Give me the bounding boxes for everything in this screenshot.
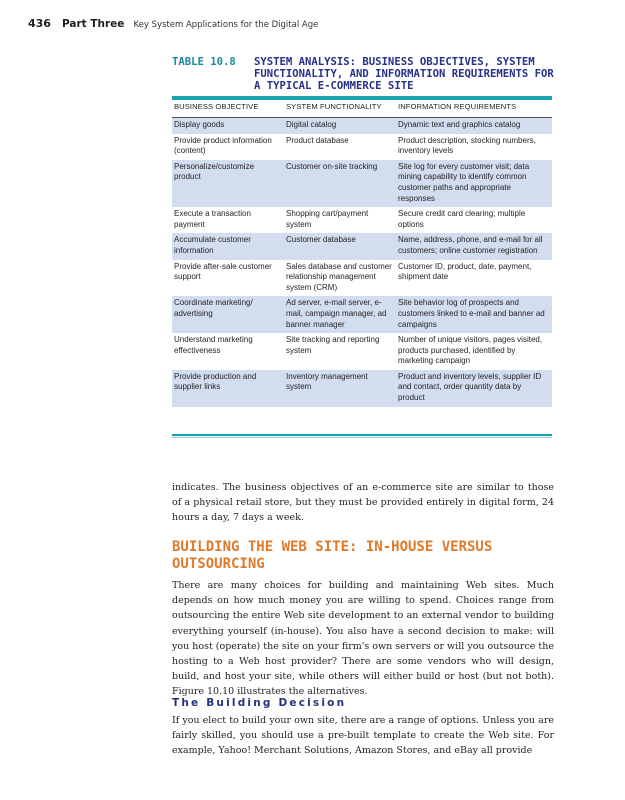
cell-requirements: Customer ID, product, date, payment, shipment date — [398, 261, 532, 282]
table-row — [172, 296, 552, 333]
table-bottom-rule-secondary — [172, 437, 552, 438]
cell-functionality: Site tracking and reporting system — [286, 335, 380, 355]
column-header-requirements: INFORMATION REQUIREMENTS — [396, 101, 552, 118]
body-paragraph: indicates. The business objectives of an e-commerce site are similar to those of a physical retail store, but they must be provided entirely in digital form, 24 hours a day, 7 days a week. — [172, 482, 554, 524]
table-bottom-rule — [172, 434, 552, 436]
running-head — [28, 17, 318, 30]
cell-requirements: Number of unique visitors, pages visited, products purchased, identified by marketing campaign — [398, 335, 543, 366]
table-row — [172, 160, 552, 207]
cell-functionality: Inventory management system — [284, 370, 396, 407]
cell-objective: Provide after-sale customer support — [174, 261, 272, 282]
table-header-row — [172, 101, 552, 118]
cell-requirements: Dynamic text and graphics catalog — [396, 118, 552, 134]
section-heading: BUILDING THE WEB SITE: IN-HOUSE VERSUS OUTSOURCING — [172, 539, 493, 572]
cell-functionality: Shopping cart/payment system — [286, 209, 369, 229]
body-paragraph: If you elect to build your own site, there are a range of options. Unless you are fairly skilled, you should use a pre-built template to create the Web site. For example, Yahoo! Merchant Solutions, Amazon Stores, and eBay all provide — [172, 715, 554, 757]
subsection-heading: The Building Decision — [172, 697, 347, 709]
book-title: Key System Applications for the Digital Age — [133, 20, 319, 30]
table-title — [172, 56, 562, 92]
cell-requirements: Name, address, phone, and e-mail for all customers; online customer registration — [396, 233, 552, 259]
cell-objective: Coordinate marketing/ advertising — [172, 296, 284, 333]
cell-functionality: Sales database and customer relationship management system (CRM) — [286, 261, 392, 292]
page-number: 436 — [28, 17, 51, 30]
table-row — [172, 118, 552, 134]
part-label: Part Three — [62, 18, 125, 30]
table-label: TABLE 10.8 — [172, 56, 236, 68]
cell-functionality: Customer on-site tracking — [284, 160, 396, 207]
cell-objective: Display goods — [172, 118, 284, 134]
column-header-functionality: SYSTEM FUNCTIONALITY — [284, 101, 396, 118]
cell-requirements: Product and inventory levels, supplier ID and contact, order quantity data by product — [396, 370, 552, 407]
body-paragraph: There are many choices for building and maintaining Web sites. Much depends on how much money you are willing to spend. Choices range from outsourcing the entire Web site development to an external vendor to building everything yourself (in-house). You also have a second decision to make: will you host (operate) the site on your firm's own servers or will you outsource the hosting to a Web host provider? There are some vendors who will design, build, and host your site, while others will either build or host (but not both). Figure 10.10 illustrates the alternatives. — [172, 580, 554, 698]
column-header-objective: BUSINESS OBJECTIVE — [172, 101, 284, 118]
cell-objective: Understand marketing effectiveness — [174, 335, 253, 355]
cell-requirements: Product description, stocking numbers, inventory levels — [398, 135, 536, 156]
cell-objective: Provide production and supplier links — [172, 370, 284, 407]
table-row — [172, 370, 552, 407]
table-row — [172, 207, 552, 233]
table-row — [172, 260, 552, 297]
cell-functionality: Ad server, e-mail server, e-mail, campaign manager, ad banner manager — [284, 296, 396, 333]
cell-objective: Execute a transaction payment — [174, 209, 251, 229]
table-caption: SYSTEM ANALYSIS: BUSINESS OBJECTIVES, SYSTEM FUNCTIONALITY, AND INFORMATION REQUIREMENTS FOR A TYPICAL E-COMMERCE SITE — [254, 56, 554, 92]
table-row — [172, 233, 552, 259]
table-top-rule — [172, 96, 552, 100]
cell-requirements: Secure credit card clearing; multiple options — [398, 209, 526, 229]
cell-functionality: Customer database — [284, 233, 396, 259]
cell-requirements: Site log for every customer visit; data mining capability to identify common customer paths and appropriate responses — [396, 160, 552, 207]
table-row — [172, 134, 552, 160]
cell-objective: Accumulate customer information — [172, 233, 284, 259]
cell-requirements: Site behavior log of prospects and customers linked to e-mail and banner ad campaigns — [396, 296, 552, 333]
cell-functionality: Product database — [286, 135, 349, 145]
system-analysis-table — [172, 101, 552, 407]
cell-objective: Personalize/customize product — [172, 160, 284, 207]
cell-functionality: Digital catalog — [284, 118, 396, 134]
cell-objective: Provide product information (content) — [174, 135, 272, 156]
table-row — [172, 333, 552, 370]
